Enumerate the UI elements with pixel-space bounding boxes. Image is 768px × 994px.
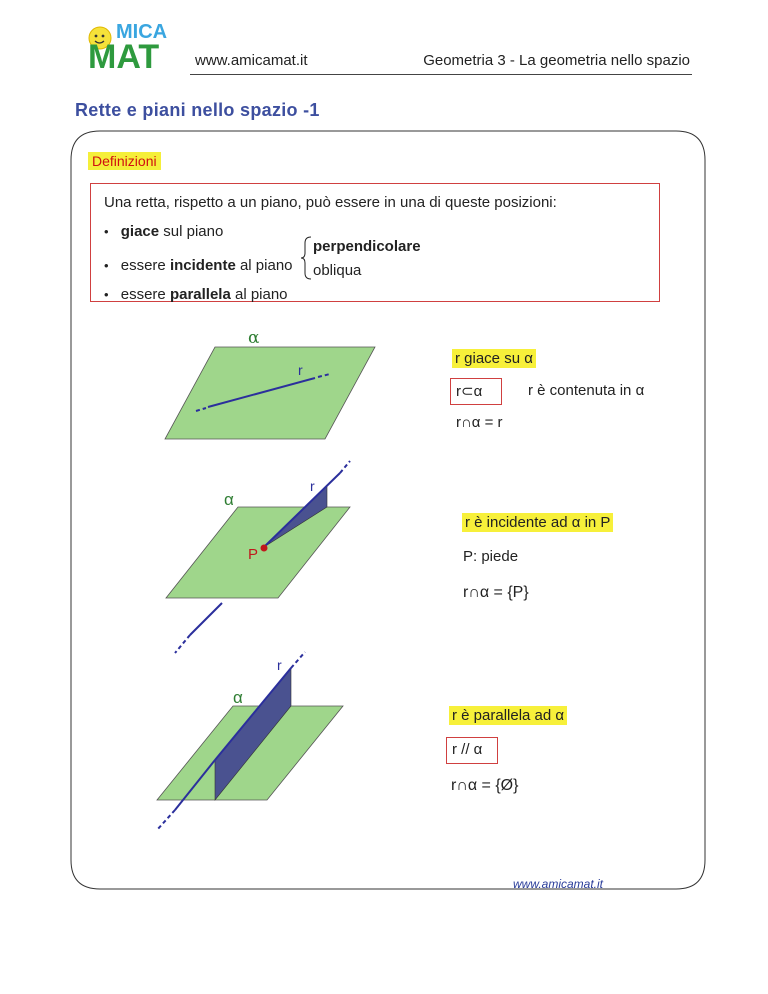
header-site-url[interactable]: www.amicamat.it	[195, 52, 308, 69]
formula-intersection-1: r∩α = r	[456, 414, 503, 431]
term-giace: giace	[120, 223, 160, 240]
plane-label-alpha: α	[248, 328, 260, 348]
plane-alpha	[165, 347, 375, 439]
note-contained: r è contenuta in α	[528, 382, 645, 399]
plane-label-alpha: α	[224, 490, 234, 509]
definition-text: al piano	[235, 257, 293, 274]
caption-parallel: r è parallela ad α	[449, 706, 567, 725]
line-label-r: r	[277, 657, 282, 673]
plane-label-alpha: α	[233, 688, 243, 707]
definition-text: al piano	[230, 286, 288, 303]
definition-item-lies	[104, 223, 223, 240]
caption-incident: r è incidente ad α in P	[462, 513, 613, 532]
header-title: Geometria 3 - La geometria nello spazio	[423, 52, 690, 69]
page-title: Rette e piani nello spazio -1	[75, 100, 320, 120]
definitions-intro: Una retta, rispetto a un piano, può essere in una di queste posizioni:	[104, 194, 557, 211]
formula-intersection-2: r∩α = {P}	[463, 584, 529, 601]
caption-lies-on: r giace su α	[452, 349, 536, 368]
figure-line-on-plane	[150, 325, 410, 450]
definition-item-incident	[104, 257, 293, 274]
logo-text-top: MICA	[116, 21, 168, 43]
figure-parallel-line	[145, 648, 345, 833]
formula-parallel-box: r // α	[446, 737, 498, 764]
formula-intersection-3: r∩α = {Ø}	[451, 777, 519, 794]
point-label-p: P	[248, 546, 259, 563]
amicamat-logo	[86, 18, 186, 70]
term-parallela: parallela	[169, 286, 231, 303]
definition-text: sul piano	[159, 223, 224, 240]
line-label-r: r	[298, 362, 303, 378]
bullet-icon: •	[104, 258, 109, 273]
line-r-lower	[190, 603, 222, 635]
bullet-icon: •	[104, 287, 109, 302]
option-perpendicular: perpendicolare	[313, 238, 421, 255]
definition-text: essere	[120, 257, 170, 274]
header-divider	[190, 74, 692, 75]
line-label-r: r	[310, 478, 315, 494]
definition-item-parallel	[104, 286, 288, 303]
note-foot: P: piede	[463, 548, 519, 565]
definition-text: essere	[120, 286, 170, 303]
figure-incident-line	[160, 455, 370, 660]
logo-text-bottom: MAT	[88, 38, 160, 70]
option-oblique: obliqua	[313, 262, 362, 279]
point-p-foot	[261, 545, 268, 552]
formula-subset-box: r⊂α	[450, 378, 502, 405]
definitions-badge: Definizioni	[88, 152, 161, 170]
curly-brace-icon	[300, 236, 312, 280]
term-incidente: incidente	[169, 257, 236, 274]
bullet-icon: •	[104, 224, 109, 239]
footer-site-url[interactable]: www.amicamat.it	[513, 877, 604, 891]
